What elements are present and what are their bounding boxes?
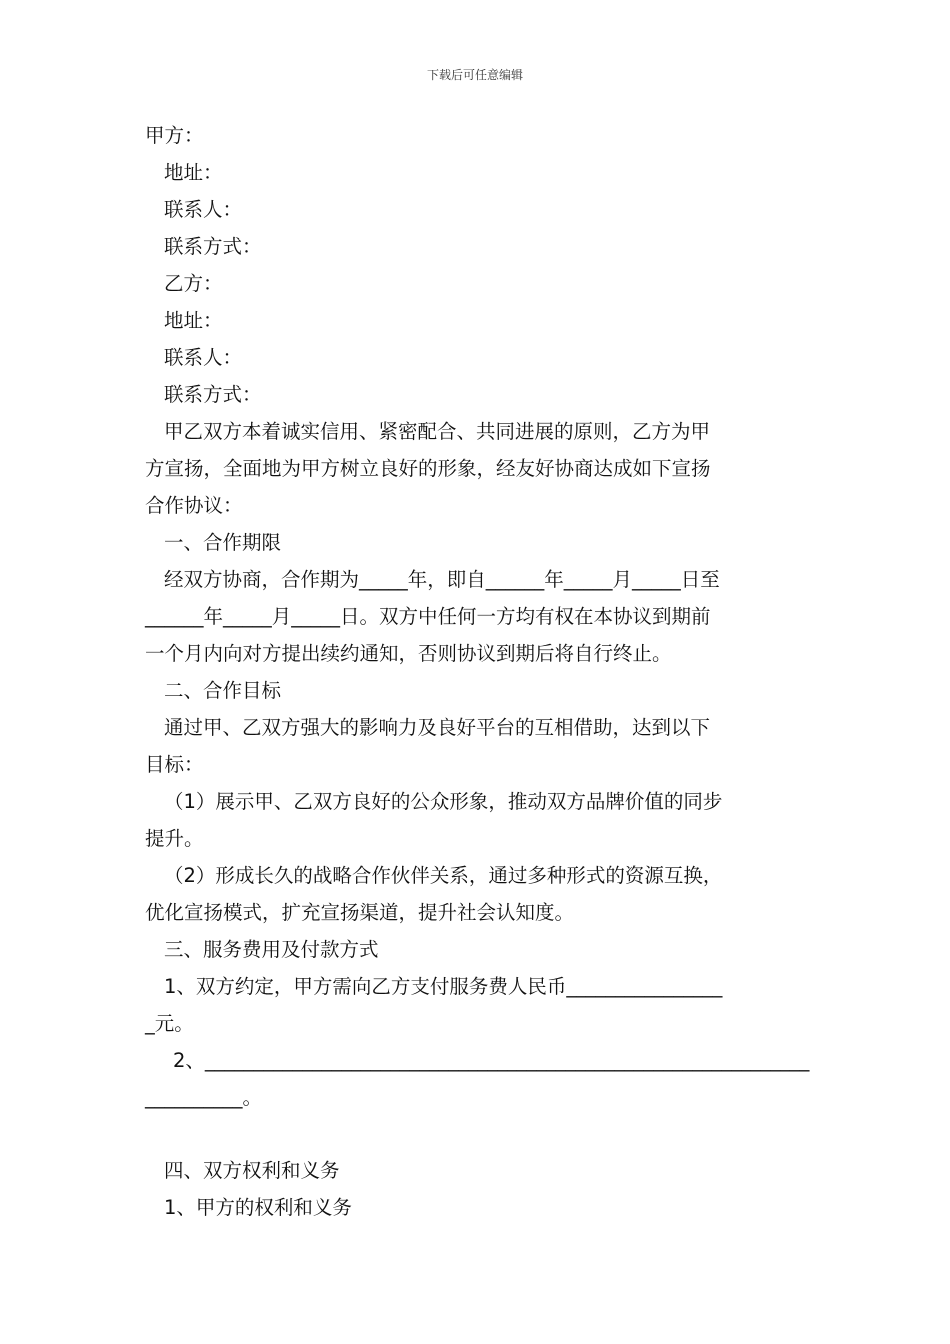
party-a-label: 甲方： [145, 124, 204, 147]
term-line-1: 经双方协商，合作期为_____年，即自______年_____月_____日至 [164, 568, 720, 591]
party-a-contact-person: 联系人： [164, 198, 243, 221]
party-a-address: 地址： [164, 161, 223, 184]
section-1-heading: 一、合作期限 [164, 531, 282, 554]
goal-2-line-2: 优化宣扬模式，扩充宣扬渠道，提升社会认知度。 [145, 901, 575, 924]
fee-clause-1-line-2: _元。 [145, 1012, 194, 1035]
preamble-line-3: 合作协议： [145, 494, 243, 517]
party-b-contact-method: 联系方式： [164, 383, 262, 406]
contract-body [145, 117, 810, 1226]
fee-clause-1-line-1: 1、双方约定，甲方需向乙方支付服务费人民币________________ [164, 975, 723, 998]
party-b-address: 地址： [164, 309, 223, 332]
goal-2-line-1: （2）形成长久的战略合作伙伴关系，通过多种形式的资源互换， [164, 864, 723, 887]
goal-1-line-1: （1）展示甲、乙双方良好的公众形象，推动双方品牌价值的同步 [164, 790, 723, 813]
fee-clause-2-line-2: __________。 [145, 1086, 263, 1109]
party-a-rights-heading: 1、甲方的权利和义务 [164, 1196, 352, 1219]
section-2-heading: 二、合作目标 [164, 679, 282, 702]
party-b-label: 乙方： [164, 272, 223, 295]
page-header: 下载后可任意编辑 [426, 68, 523, 82]
goal-1-line-2: 提升。 [145, 827, 204, 850]
term-line-3: 一个月内向对方提出续约通知，否则协议到期后将自行终止。 [145, 642, 672, 665]
preamble-line-2: 方宣扬，全面地为甲方树立良好的形象，经友好协商达成如下宣扬 [145, 457, 711, 480]
paragraph-gap [145, 1116, 810, 1152]
party-a-contact-method: 联系方式： [164, 235, 262, 258]
term-line-2: ______年_____月_____日。双方中任何一方均有权在本协议到期前 [145, 605, 711, 628]
party-b-contact-person: 联系人： [164, 346, 243, 369]
preamble-line-1: 甲乙双方本着诚实信用、紧密配合、共同进展的原则，乙方为甲 [164, 420, 711, 443]
fee-clause-2-line-1: 2、______________________________________________________________ [173, 1049, 810, 1072]
goal-intro-line-1: 通过甲、乙双方强大的影响力及良好平台的互相借助，达到以下 [164, 716, 711, 739]
goal-intro-line-2: 目标： [145, 753, 204, 776]
section-4-heading: 四、双方权利和义务 [164, 1159, 340, 1182]
section-3-heading: 三、服务费用及付款方式 [164, 938, 379, 961]
